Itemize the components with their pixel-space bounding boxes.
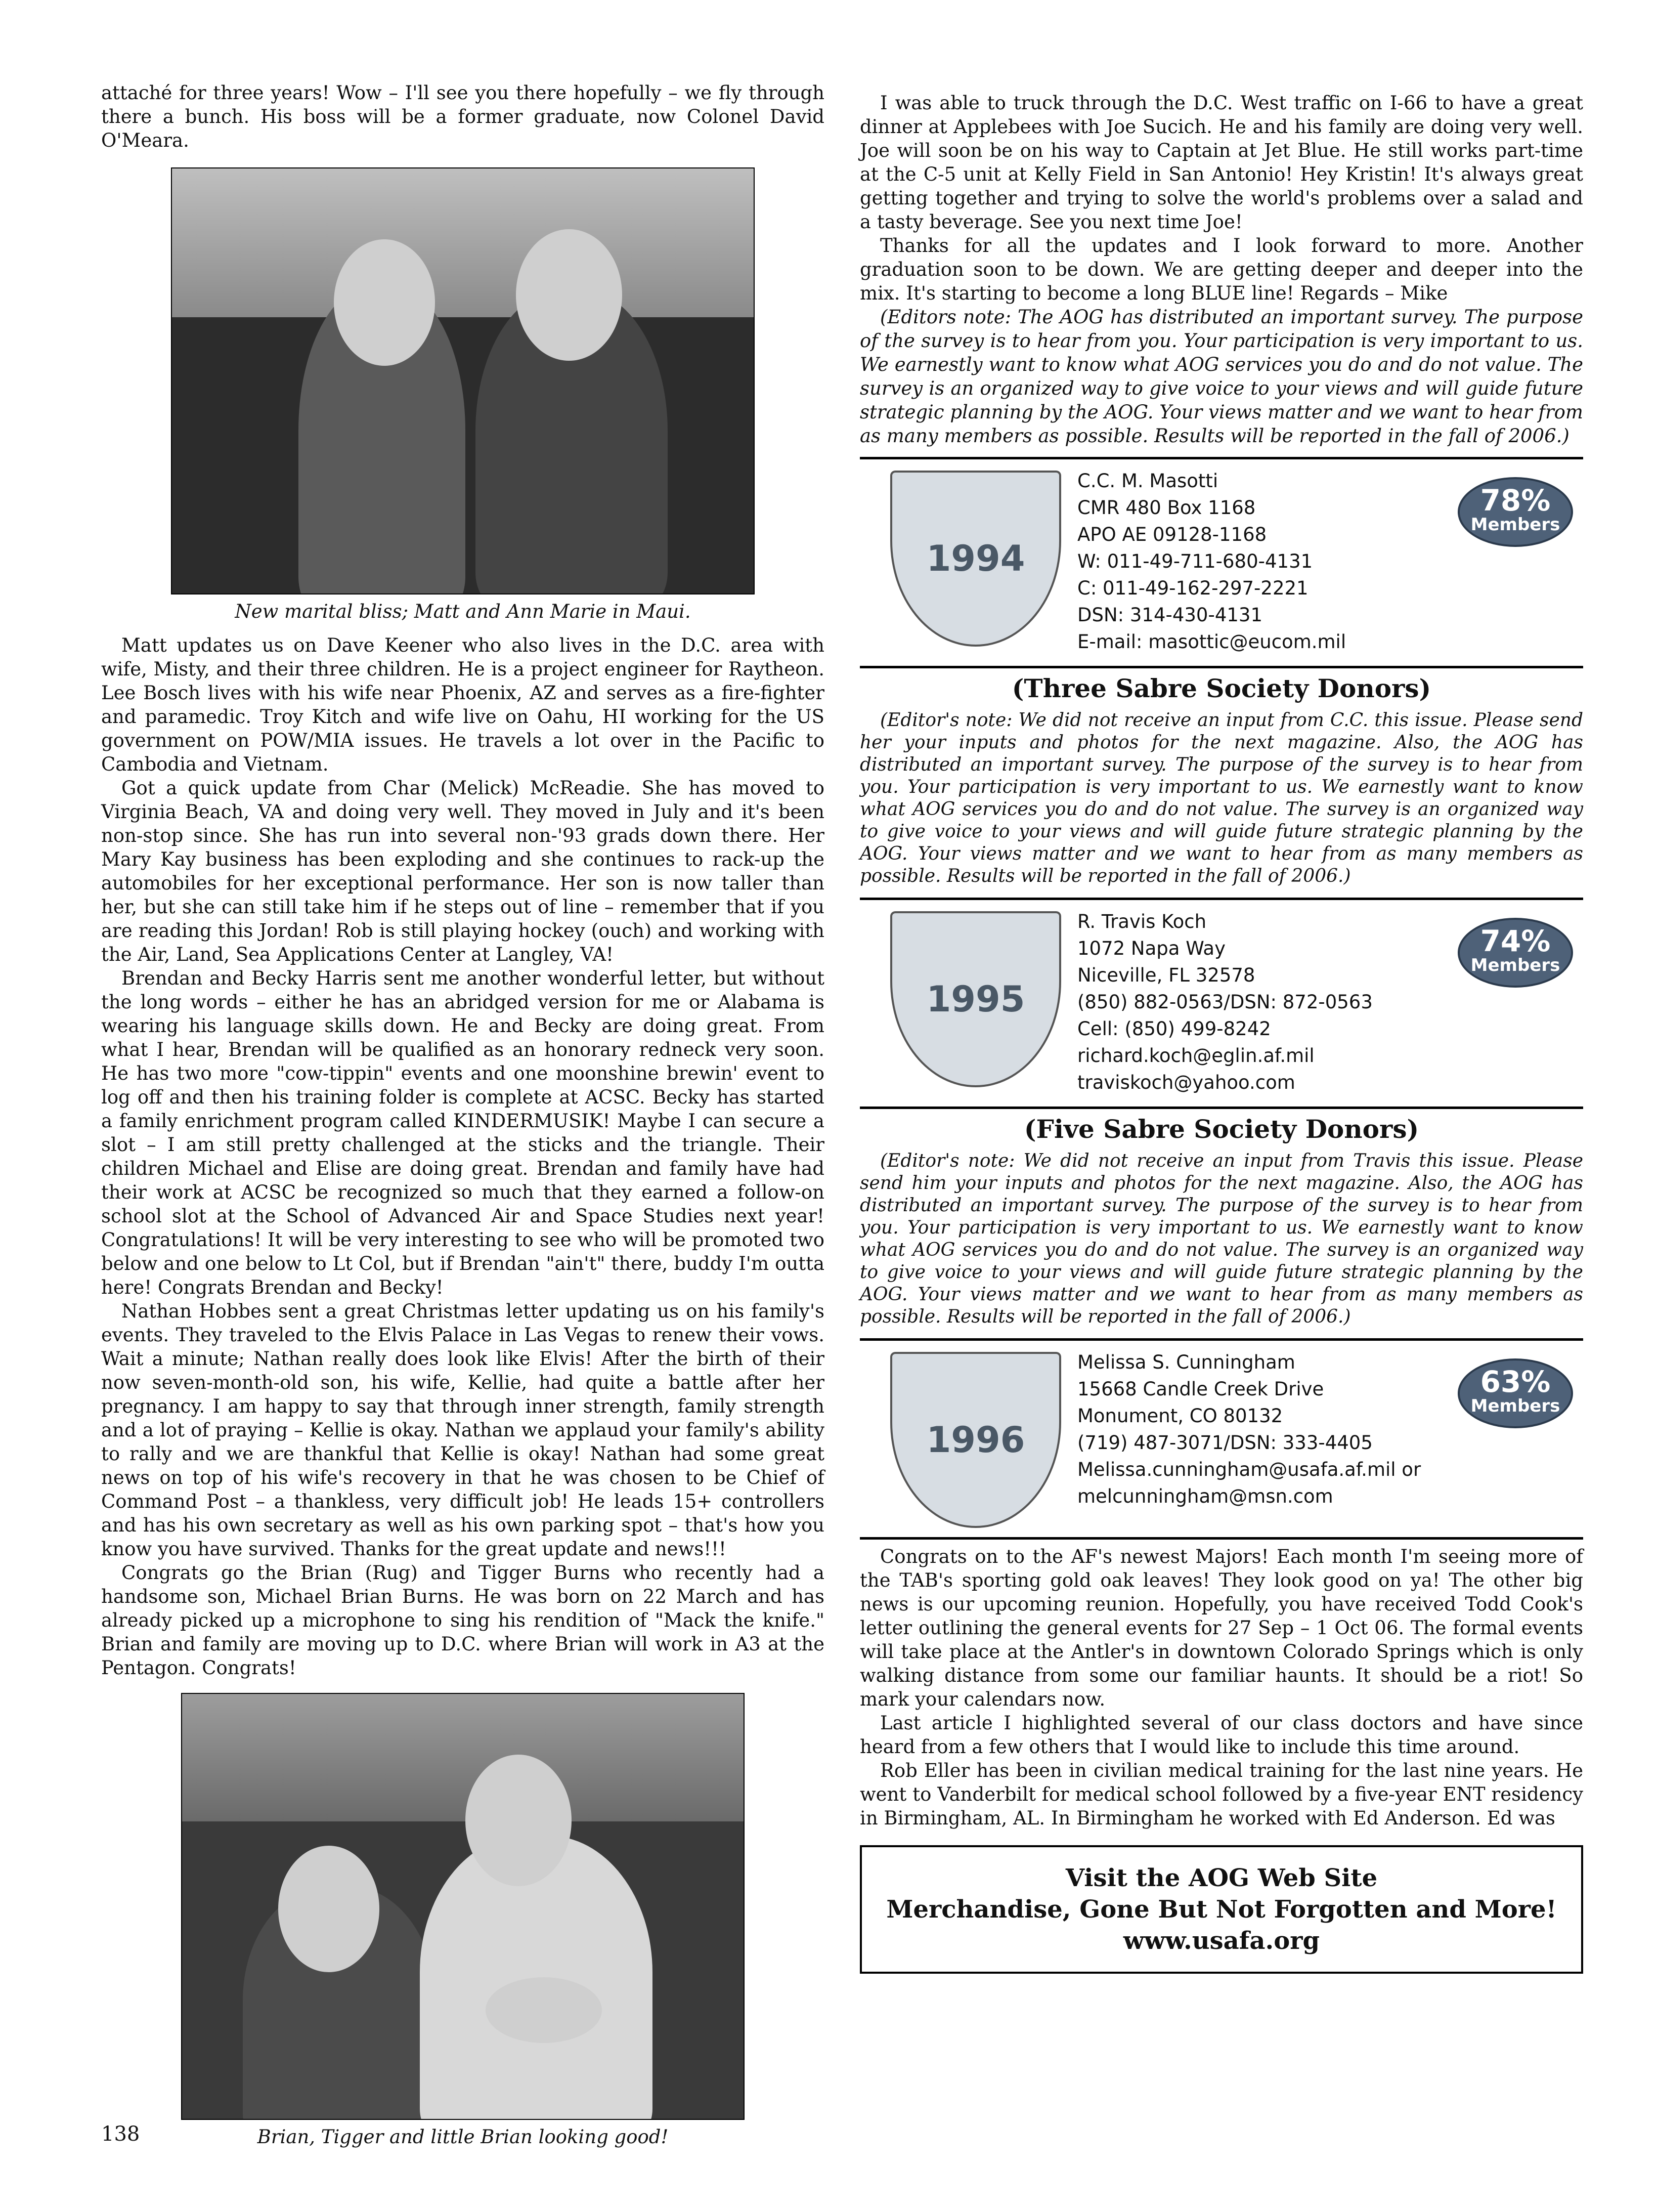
contact-email: melcunningham@msn.com	[1077, 1485, 1333, 1507]
contact-line: Monument, CO 80132	[1077, 1405, 1283, 1427]
photo-burns-family	[181, 1693, 745, 2120]
paragraph: Got a quick update from Char (Melick) McReadie. She has moved to Virginia Beach, VA and doing very well. They moved in July and it's been non-stop since. She has run into several non-'93 grads down there. Her Mary Kay business has been exploding and she continues to rack-up the automobiles for her exceptional performance. Her son is now taller than her, but she can still take him if he steps out of line – remember that if you are reading this Jordan! Rob is still playing hockey (ouch) and working with the Air, Land, Sea Applications Center at Langley, VA!	[101, 777, 824, 965]
left-column	[101, 81, 824, 2159]
section-title: (Three Sabre Society Donors)	[1012, 673, 1431, 703]
paragraph: Nathan Hobbes sent a great Christmas letter updating us on his family's events. They traveled to the Elvis Palace in Las Vegas to renew their vows. Wait a minute; Nathan really does look like Elvis! After the birth of their now seven-month-old son, his wife, Kellie, had quite a battle after her pregnancy. I am happy to say that through inner strength, family strength and a lot of praying – Kellie is okay. Nathan we applaud your family's ability to rally and we are thankful that Kellie is okay! Nathan had some great news on top of his wife's recovery in that he was chosen to be Chief of Command Post – a thankless, very difficult job! He leads 15+ controllers and has his own secretary as well as his own parking spot – that's how you know you have survived. Thanks for the great update and news!!!	[101, 1300, 824, 1560]
badge-label: Members	[1470, 955, 1560, 975]
badge-percent: 63%	[1480, 1365, 1551, 1399]
page-number: 138	[101, 2122, 140, 2146]
contact-lines	[1077, 1349, 1421, 1510]
contact-phone: DSN: 314-430-4131	[1077, 604, 1262, 626]
badge-percent: 74%	[1480, 924, 1551, 958]
paragraph: Rob Eller has been in civilian medical training for the last nine years. He went to Vanderbilt for medical school followed by a five-year ENT residency in Birmingham, AL. In Birmingham he worked with Ed Anderson. Ed was	[860, 1760, 1583, 1829]
divider	[860, 898, 1583, 900]
divider	[860, 457, 1583, 459]
divider	[860, 1107, 1583, 1109]
divider	[860, 666, 1583, 668]
badge-label: Members	[1470, 1396, 1560, 1416]
photo-matt-ann-marie	[171, 167, 755, 594]
contact-block	[860, 464, 1583, 657]
contact-line: CMR 480 Box 1168	[1077, 497, 1256, 519]
paragraph: I was able to truck through the D.C. West traffic on I-66 to have a great dinner at Applebees with Joe Sucich. He and his family are doing very well. Joe will soon be on his way to Captain at Jet Blue. He still works part-time at the C-5 unit at Kelly Field in San Antonio! Hey Kristin! It's always great getting together and trying to solve the world's problems over a salad and a tasty beverage. See you next time Joe!	[860, 92, 1583, 233]
contact-phone: C: 011-49-162-297-2221	[1077, 577, 1309, 599]
contact-line: APO AE 09128-1168	[1077, 524, 1267, 545]
membership-badge	[1458, 1358, 1573, 1428]
contact-block	[860, 1346, 1583, 1528]
aog-ad-box	[860, 1845, 1583, 1974]
paragraph: Congrats go the Brian (Rug) and Tigger Burns who recently had a handsome son, Michael Brian Burns. He was born on 22 March and has already picked up a microphone to sing his rendition of "Mack the knife." Brian and family are moving up to D.C. where Brian will work in A3 at the Pentagon. Congrats!	[101, 1562, 824, 1679]
contact-email: Melissa.cunningham@usafa.af.mil or	[1077, 1459, 1421, 1480]
membership-badge	[1458, 918, 1573, 988]
contact-email: richard.koch@eglin.af.mil	[1077, 1045, 1315, 1067]
editor-note: (Editors note: The AOG has distributed an important survey. The purpose of the survey is to hear from you. Your participation is very important to us. We earnestly want to know what AOG services you do and do not value. The survey is an organized way to give voice to your views and will guide future strategic planning by the AOG. Your views matter and we want to hear from as many members as possible. Results will be reported in the fall of 2006.)	[860, 306, 1584, 447]
editor-note: (Editor's note: We did not receive an input from Travis this issue. Please send him your inputs and photos for the next magazine. Also, the AOG has distributed an important survey. The purpose of the survey is to hear from you. Your participation is very important to us. We earnestly want to know what AOG services you do and do not value. The survey is an organized way to give voice to your views and will guide future strategic planning by the AOG. Your views matter and we want to hear from as many members as possible. Results will be reported in the fall of 2006.)	[860, 1151, 1583, 1327]
contact-block	[860, 905, 1583, 1097]
photo2-caption: Brian, Tigger and little Brian looking good!	[257, 2126, 669, 2148]
paragraph: Last article I highlighted several of our class doctors and have since heard from a few others that I would like to include this time around.	[860, 1712, 1583, 1758]
membership-badge	[1458, 477, 1573, 547]
contact-line: 15668 Candle Creek Drive	[1077, 1378, 1324, 1400]
ad-headline: Visit the AOG Web Site	[1065, 1864, 1378, 1892]
contact-line: Niceville, FL 32578	[1077, 964, 1255, 986]
photo1-caption: New marital bliss; Matt and Ann Marie in Maui.	[235, 601, 691, 622]
paragraph: Brendan and Becky Harris sent me another wonderful letter, but without the long words – either he has an abridged version for me or Alabama is wearing his language skills down. He and Becky are doing great. From what I hear, Brendan will be qualified as an honorary redneck very soon. He has two more "cow-tippin" events and one moonshine brewin' event to log off and then his training folder is complete at ACSC. Becky has started a family enrichment program called KINDERMUSIK! Maybe I can secure a slot – I am still pretty challenged at the sticks and the triangle. Their children Michael and Elise are doing great. Brendan and family have had their work at ACSC be recognized so much that they earned a follow-on school slot at the School of Advanced Air and Space Studies next year! Congratulations! It will be very interesting to see who will be promoted two below and one below to Lt Col, but if Brendan "ain't" there, buddy I'm outta here! Congrats Brendan and Becky!	[101, 967, 824, 1298]
badge-label: Members	[1470, 515, 1560, 535]
badge-percent: 78%	[1480, 483, 1551, 518]
class-crest-icon: 1995	[890, 911, 1061, 1087]
contact-lines	[1077, 467, 1346, 655]
contact-email: E-mail: masottic@eucom.mil	[1077, 631, 1346, 653]
section-title: (Five Sabre Society Donors)	[1024, 1114, 1419, 1144]
contact-line: 1072 Napa Way	[1077, 938, 1226, 959]
contact-phone: (719) 487-3071/DSN: 333-4405	[1077, 1432, 1373, 1454]
intro-text: attaché for three years! Wow – I'll see you there hopefully – we fly through there a bunch. His boss will be a former graduate, now Colonel David O'Meara.	[101, 82, 824, 151]
contact-lines	[1077, 908, 1373, 1096]
contact-name: R. Travis Koch	[1077, 911, 1207, 932]
editor-note: (Editor's note: We did not receive an input from C.C. this issue. Please send her your inputs and photos for the next magazine. Also, the AOG has distributed an important survey. The purpose of the survey is to hear from you. Your participation is very important to us. We earnestly want to know what AOG services you do and do not value. The survey is an organized way to give voice to your views and will guide future strategic planning by the AOG. Your views matter and we want to hear from as many members as possible. Results will be reported in the fall of 2006.)	[860, 710, 1583, 886]
contact-name: Melissa S. Cunningham	[1077, 1351, 1295, 1373]
ad-website-link[interactable]: www.usafa.org	[1123, 1927, 1320, 1955]
contact-phone: W: 011-49-711-680-4131	[1077, 550, 1313, 572]
paragraph: Matt updates us on Dave Keener who also lives in the D.C. area with wife, Misty, and their three children. He is a project engineer for Raytheon. Lee Bosch lives with his wife near Phoenix, AZ and serves as a fire-fighter and paramedic. Troy Kitch and wife live on Oahu, HI working for the US government on POW/MIA issues. He travels a lot over in the Pacific to Cambodia and Vietnam.	[101, 634, 824, 775]
class-crest-icon: 1996	[890, 1352, 1061, 1528]
contact-phone: Cell: (850) 499-8242	[1077, 1018, 1271, 1040]
class-crest-icon: 1994	[890, 471, 1061, 647]
contact-phone: (850) 882-0563/DSN: 872-0563	[1077, 991, 1373, 1013]
right-column	[860, 91, 1583, 1974]
divider	[860, 1338, 1583, 1341]
paragraph: Congrats on to the AF's newest Majors! Each month I'm seeing more of the TAB's sporting gold oak leaves! They look good on ya! The other big news is our upcoming reunion. Hopefully, you have received Todd Cook's letter outlining the general events for 27 Sep – 1 Oct 06. The formal events will take place at the Antler's in downtown Colorado Springs which is only walking distance from some our familiar haunts. It should be a riot! So mark your calendars now.	[860, 1546, 1583, 1710]
paragraph: Thanks for all the updates and I look forward to more. Another graduation soon to be down. We are getting deeper and deeper into the mix. It's starting to become a long BLUE line! Regards – Mike	[860, 235, 1583, 304]
contact-name: C.C. M. Masotti	[1077, 470, 1218, 492]
divider	[860, 1537, 1583, 1540]
contact-email: traviskoch@yahoo.com	[1077, 1072, 1295, 1093]
ad-subline: Merchandise, Gone But Not Forgotten and More!	[886, 1895, 1557, 1924]
